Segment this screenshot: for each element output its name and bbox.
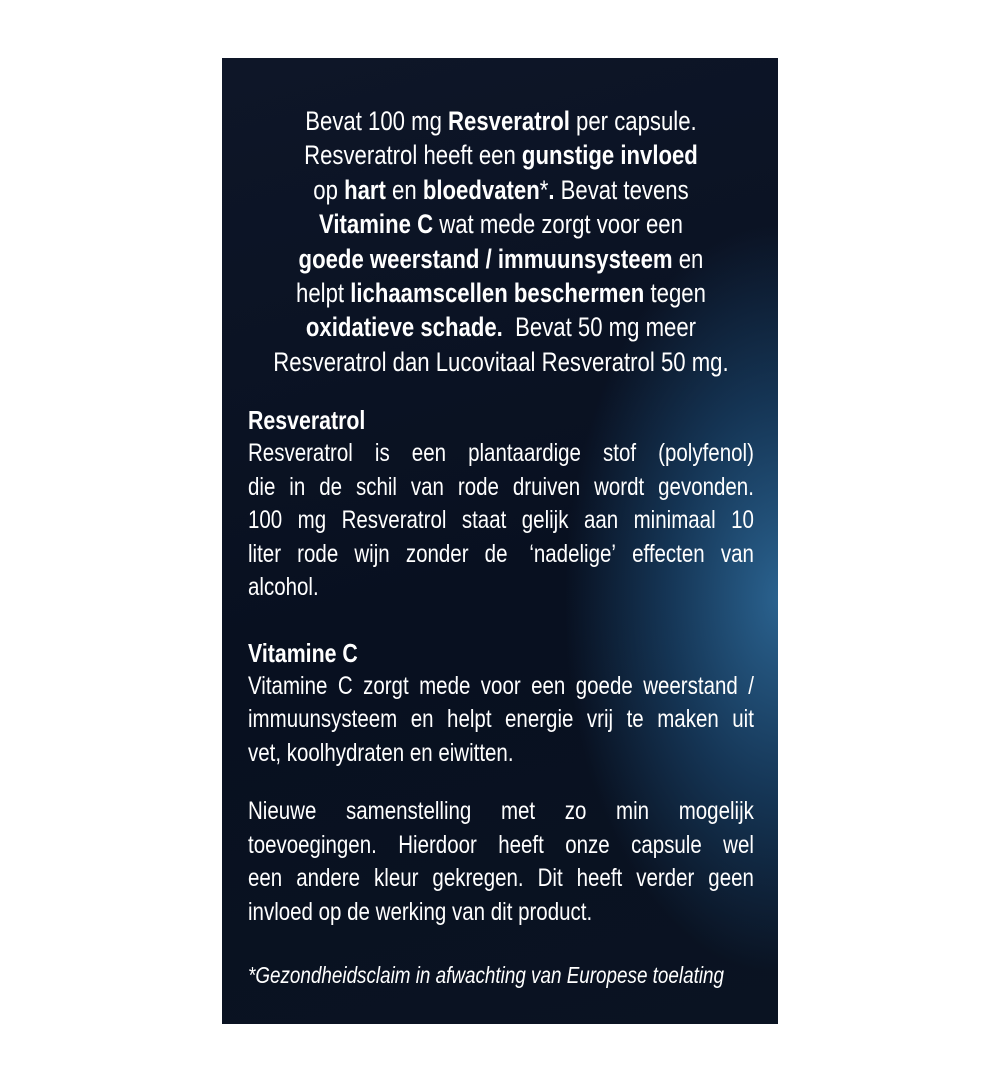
text-line: immuunsysteem en helpt energie vrij te maken uit bbox=[248, 705, 754, 734]
text-line: *Gezondheidsclaim in afwachting van Europese toelating bbox=[248, 962, 724, 989]
text-line: op hart en bloedvaten*. Bevat tevens bbox=[313, 174, 689, 205]
resveratrol-section bbox=[248, 403, 754, 605]
text-line: liter rode wijn zonder de ‘nadelige’ effecten van bbox=[248, 539, 754, 568]
text-line: Resveratrol heeft een gunstige invloed bbox=[304, 140, 698, 171]
vitamine-c-section bbox=[248, 636, 754, 771]
new-composition bbox=[248, 795, 754, 929]
text-line: Bevat 100 mg Resveratrol per capsule. bbox=[305, 106, 697, 136]
text-line: Resveratrol dan Lucovitaal Resveratrol 50 mg. bbox=[273, 346, 729, 377]
text-line: een andere kleur gekregen. Dit heeft verder geen bbox=[248, 864, 754, 893]
text-line: helpt lichaamscellen beschermen tegen bbox=[296, 278, 706, 309]
text-line: Vitamine C zorgt mede voor een goede weerstand / bbox=[248, 671, 754, 700]
text-line: alcohol. bbox=[248, 573, 319, 602]
text-line: goede weerstand / immuunsysteem en bbox=[298, 243, 704, 274]
footnote bbox=[248, 960, 754, 990]
text-line: invloed op de werking van dit product. bbox=[248, 897, 593, 926]
label-text bbox=[248, 104, 754, 990]
text-line: toevoegingen. Hierdoor heeft onze capsule wel bbox=[248, 830, 754, 859]
text-line: 100 mg Resveratrol staat gelijk aan minimaal 10 bbox=[248, 506, 754, 535]
text-line: oxidatieve schade. Bevat 50 mg meer bbox=[305, 312, 697, 343]
text-line: Vitamine C wat mede zorgt voor een bbox=[319, 209, 683, 240]
section-heading: Vitamine C bbox=[248, 637, 358, 668]
intro bbox=[248, 104, 754, 379]
text-line: Nieuwe samenstelling met zo min mogelijk bbox=[248, 797, 754, 826]
text-line: Resveratrol is een plantaardige stof (polyfenol) bbox=[248, 439, 754, 468]
text-line: vet, koolhydraten en eiwitten. bbox=[248, 738, 514, 767]
section-heading: Resveratrol bbox=[248, 405, 366, 436]
text-line: die in de schil van rode druiven wordt gevonden. bbox=[248, 472, 754, 501]
label-panel bbox=[222, 58, 778, 1024]
